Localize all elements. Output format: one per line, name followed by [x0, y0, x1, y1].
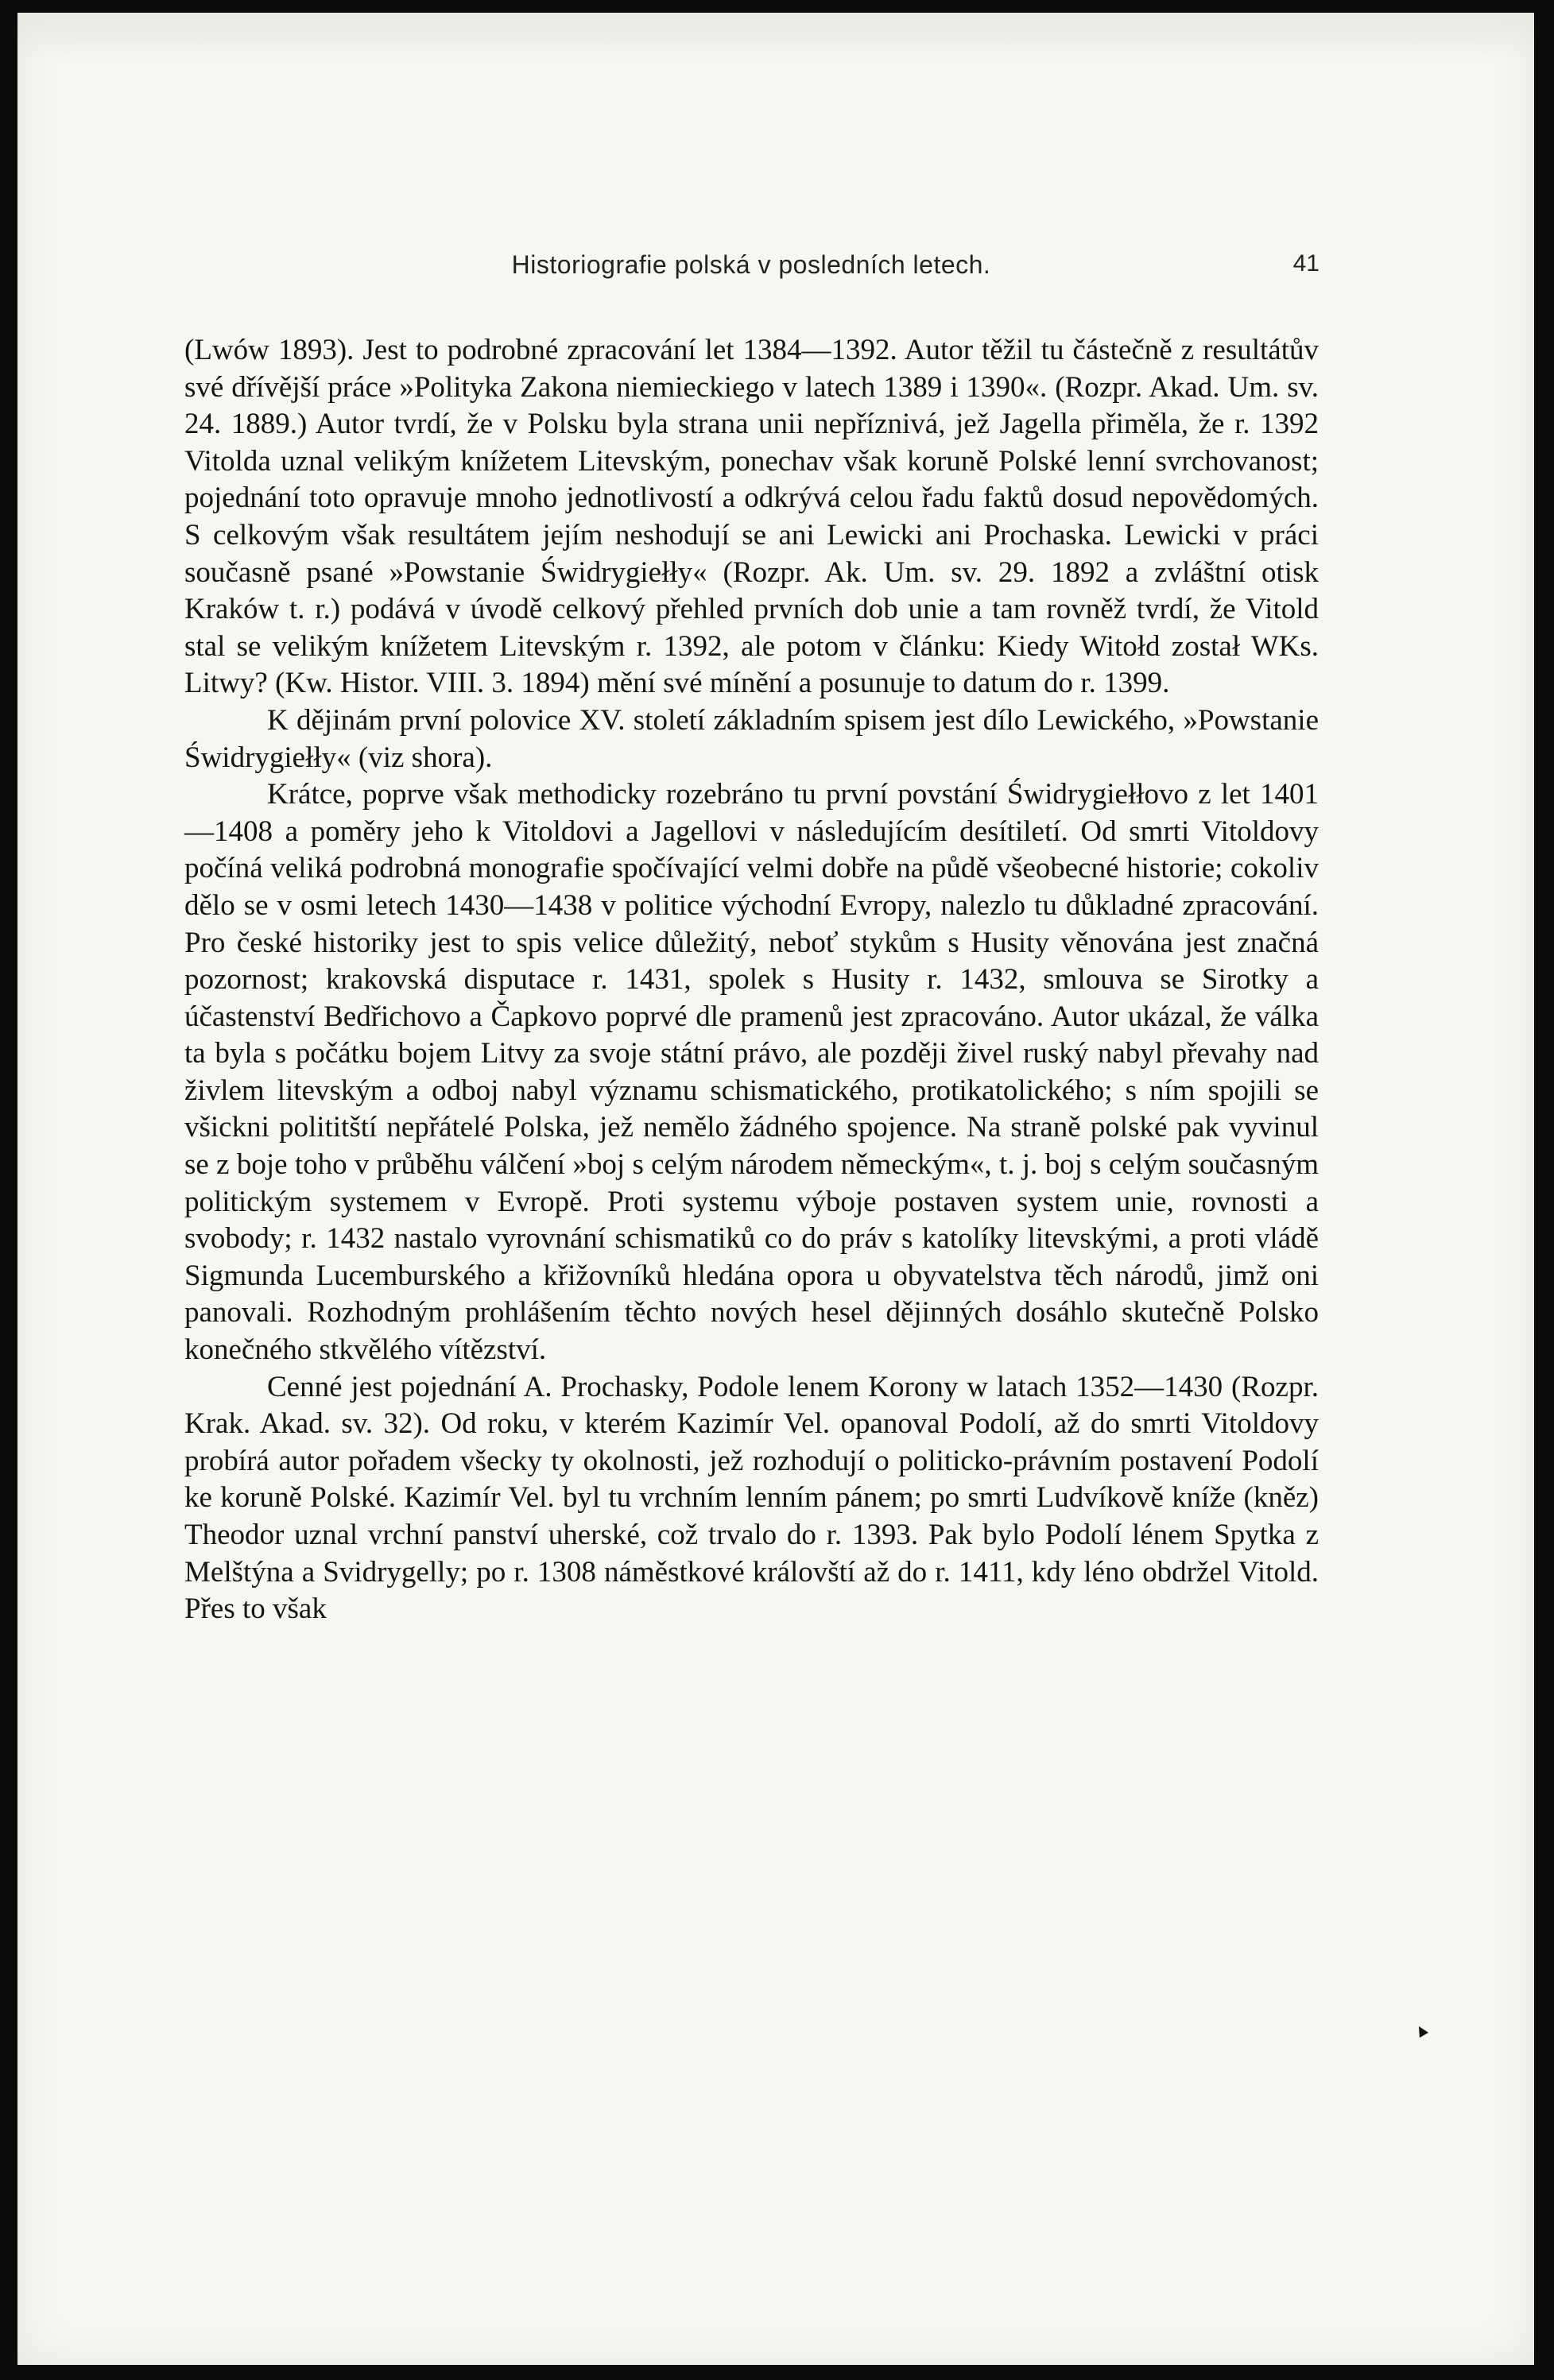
paragraph-2: K dějinám první polovice XV. století základním spisem jest dílo Lewického, »Powstanie Świdrygiełły« (viz shora). [184, 703, 1319, 774]
paragraph-1: (Lwów 1893). Jest to podrobné zpracování let 1384—1392. Autor těžil tu částečně z resultátův své dřívější práce »Polityka Zakona niemieckiego v latech 1389 i 1390«. (Rozpr. Akad. Um. sv. 24. 1889.) Autor tvrdí, že v Polsku byla strana unii nepříznivá, jež Jagella přiměla, že r. 1392 Vitolda uznal velikým knížetem Litevským, ponechav však koruně Polské lenní svrchovanost; pojednání toto opravuje mnoho jednotlivostí a odkrývá celou řadu faktů dosud nepovědomých. S celkovým však resultátem jejím neshodují se ani Lewicki ani Prochaska. Lewicki v práci současně psané »Powstanie Świdrygiełły« (Rozpr. Ak. Um. sv. 29. 1892 a zvláštní otisk Kraków t. r.) podává v úvodě celkový přehled prvních dob unie a tam rovněž tvrdí, že Vitold stal se velikým knížetem Litevským r. 1392, ale potom v článku: Kiedy Witołd został WKs. Litwy? (Kw. Histor. VIII. 3. 1894) mění své mínění a posunuje to datum do r. 1399. [184, 334, 1319, 700]
page-top-shadow [17, 13, 1534, 60]
page-header [183, 250, 1320, 290]
margin-mark: ▲ [1408, 2017, 1434, 2043]
paragraph-4: Cenné jest pojednání A. Prochasky, Podole lenem Korony w latach 1352—1430 (Rozpr. Krak. Akad. sv. 32). Od roku, v kterém Kazimír Vel. opanoval Podolí, až do smrti Vitoldovy probírá autor pořadem všecky ty okolnosti, jež rozhodují o politicko-právním postavení Podolí ke koruně Polské. Kazimír Vel. byl tu vrchním lenním pánem; po smrti Ludvíkově kníže (kněz) Theodor uznal vrchní panství uherské, což trvalo do r. 1393. Pak bylo Podolí lénem Spytka z Melštýna a Svidrygelly; po r. 1308 náměstkové královští až do r. 1411, kdy léno obdržel Vitold. Přes to však [184, 1370, 1319, 1626]
body-text [184, 332, 1319, 1628]
page-number: 41 [1292, 250, 1320, 277]
paragraph-3: Krátce, poprve však methodicky rozebráno tu první povstání Świdrygiełłovo z let 1401—1408 a poměry jeho k Vitoldovi a Jagellovi v následujícím desítiletí. Od smrti Vitoldovy počíná veliká podrobná monografie spočívající velmi dobře na půdě všeobecné historie; cokoliv dělo se v osmi letech 1430—1438 v politice východní Evropy, nalezlo tu důkladné zpracování. Pro české historiky jest to spis velice důležitý, neboť stykům s Husity věnována jest značná pozornost; krakovská disputace r. 1431, spolek s Husity r. 1432, smlouva se Sirotky a účastenství Bedřichovo a Čapkovo poprvé dle pramenů jest zpracováno. Autor ukázal, že válka ta byla s počátku bojem Litvy za svoje státní právo, ale později živel ruský nabyl převahy nad živlem litevským a odboj nabyl významu schismatického, protikatolického; s ním spojili se všickni polititští nepřátelé Polska, jež nemělo žádného spojence. Na straně polské pak vyvinul se z boje toho v průběhu válčení »boj s celým národem německým«, t. j. boj s celým současným politickým systemem v Evropě. Proti systemu výboje postaven system unie, rovnosti a svobody; r. 1432 nastalo vyrovnání schismatiků co do práv s katolíky litevskými, a proti vládě Sigmunda Lucemburského a křižovníků hledána opora u obyvatelstva těch národů, jimž oni panovali. Rozhodným prohlášením těchto nových hesel dějinných dosáhlo skutečně Polsko konečného stkvělého vítězství. [184, 778, 1319, 1367]
running-title: Historiografie polská v posledních letech. [511, 250, 991, 279]
